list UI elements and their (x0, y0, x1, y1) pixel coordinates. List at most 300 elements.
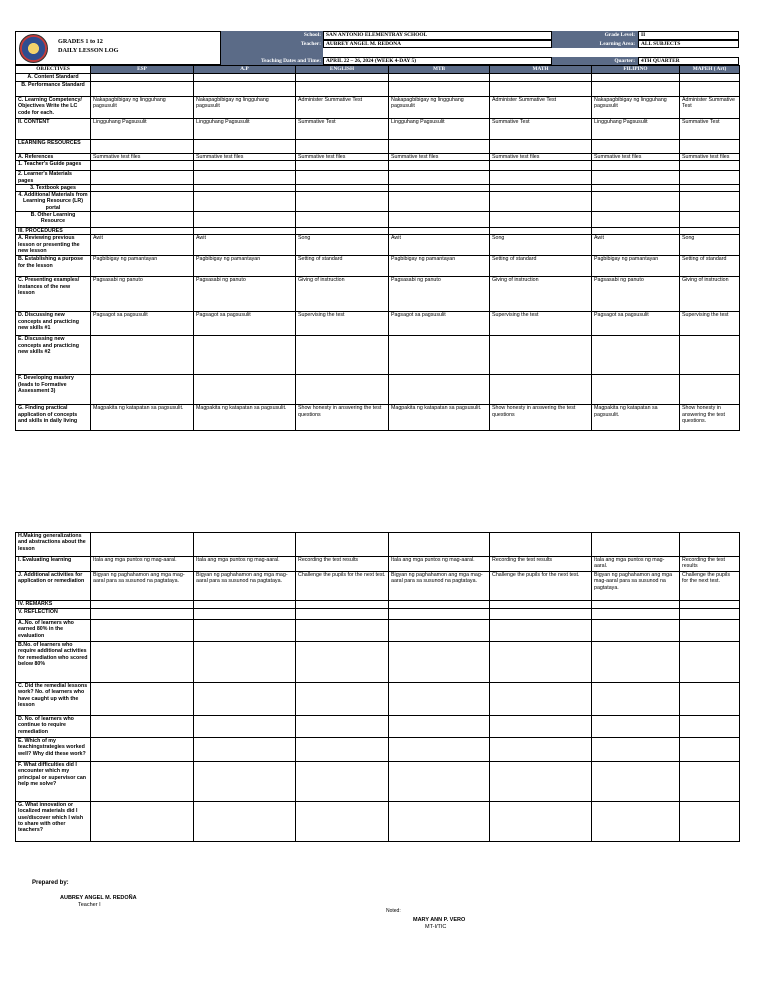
noted-by-title: MT-I/TIC (425, 924, 447, 930)
table-row (16, 336, 740, 375)
cell-ap (194, 533, 296, 557)
cell-filipino: Pagsasabi ng panuto (592, 277, 680, 312)
row-label: II. CONTENT (16, 119, 91, 140)
cell-filipino: Summative test files (592, 154, 680, 161)
school-value: SAN ANTONIO ELEMENTRAY SCHOOL (323, 31, 552, 40)
table-row (16, 375, 740, 405)
grade-level-label: Grade Level: (552, 31, 638, 40)
cell-english (296, 184, 389, 191)
cell-ap (194, 642, 296, 683)
row-label: A. Content Standard (16, 74, 91, 82)
cell-mtb (389, 683, 490, 716)
cell-english: Supervising the test (296, 312, 389, 336)
table-row (16, 119, 740, 140)
cell-esp (91, 375, 194, 405)
row-label: C. Did the remedial lessons work? No. of learners who have caught up with the lesson (16, 683, 91, 716)
cell-mtb (389, 601, 490, 609)
row-label: J. Additional activities for application or remediation (16, 572, 91, 601)
cell-esp (91, 762, 194, 802)
cell-esp (91, 140, 194, 154)
row-label: V. REFLECTION (16, 609, 91, 620)
cell-mtb (389, 620, 490, 642)
row-label: 1. Teacher's Guide pages (16, 161, 91, 171)
cell-esp (91, 192, 194, 212)
cell-english (296, 140, 389, 154)
col-mapeh: MAPEH ( Art) (680, 66, 740, 74)
row-label: G. Finding practical application of concepts and skills in daily living (16, 405, 91, 431)
cell-mtb: Pagsagot sa pagsusulit (389, 312, 490, 336)
row-label: B.No. of learners who require additional activities for remediation who scored below 80% (16, 642, 91, 683)
cell-filipino (592, 683, 680, 716)
noted-label: Noted: (386, 908, 401, 914)
prepared-by-label: Prepared by: (32, 880, 69, 886)
row-label: III. PROCEDURES (16, 228, 91, 235)
cell-english (296, 609, 389, 620)
table-row (16, 683, 740, 716)
cell-math: Setting of standard (490, 256, 592, 277)
cell-english (296, 601, 389, 609)
cell-ap: Itala ang mga puntos ng mag-aaral. (194, 557, 296, 572)
cell-english (296, 683, 389, 716)
cell-esp (91, 184, 194, 191)
cell-filipino (592, 716, 680, 738)
cell-ap (194, 192, 296, 212)
cell-english: Song (296, 235, 389, 256)
cell-ap (194, 683, 296, 716)
cell-math (490, 683, 592, 716)
table-row (16, 235, 740, 256)
cell-math (490, 620, 592, 642)
cell-filipino (592, 184, 680, 191)
cell-filipino (592, 228, 680, 235)
cell-ap (194, 336, 296, 375)
table-row (16, 716, 740, 738)
row-label: 4. Additional Materials from Learning Resource (LR) portal (16, 192, 91, 212)
cell-mapeh (680, 336, 740, 375)
cell-mtb (389, 212, 490, 228)
cell-english (296, 375, 389, 405)
cell-mapeh (680, 171, 740, 185)
cell-mtb: Itala ang mga puntos ng mag-aaral. (389, 557, 490, 572)
cell-math: Summative test files (490, 154, 592, 161)
cell-ap (194, 140, 296, 154)
cell-mapeh: Administer Summative Test (680, 97, 740, 119)
cell-mtb (389, 161, 490, 171)
cell-mtb: Magpakita ng katapatan sa pagsusulit. (389, 405, 490, 431)
cell-math: Supervising the test (490, 312, 592, 336)
cell-mapeh (680, 642, 740, 683)
row-label: G. What innovation or localized materials did I use/discover which I wish to share with other teachers? (16, 802, 91, 842)
cell-filipino: Pagbibigay ng pamantayan (592, 256, 680, 277)
table-row (16, 74, 740, 82)
cell-esp (91, 738, 194, 762)
cell-english: Show honesty in answering the test questions (296, 405, 389, 431)
header-info (221, 31, 739, 65)
cell-esp (91, 161, 194, 171)
cell-english: Administer Summative Test (296, 97, 389, 119)
cell-math (490, 642, 592, 683)
cell-english (296, 336, 389, 375)
cell-mtb: Pagsasabi ng panuto (389, 277, 490, 312)
table-row (16, 533, 740, 557)
prepared-by-name: AUBREY ANGEL M. REDOÑA (60, 895, 137, 901)
cell-mapeh: Song (680, 235, 740, 256)
cell-english (296, 802, 389, 842)
cell-mtb (389, 336, 490, 375)
cell-mapeh (680, 802, 740, 842)
cell-math (490, 336, 592, 375)
cell-math (490, 533, 592, 557)
table-row (16, 228, 740, 235)
row-label: 2. Learner's Materials pages (16, 171, 91, 185)
cell-filipino (592, 161, 680, 171)
cell-english (296, 228, 389, 235)
cell-filipino (592, 82, 680, 97)
cell-ap (194, 601, 296, 609)
cell-mtb (389, 192, 490, 212)
cell-mapeh: Recording the test results (680, 557, 740, 572)
title-line-2: DAILY LESSON LOG (58, 46, 119, 54)
cell-english: Summative Test (296, 119, 389, 140)
cell-english (296, 171, 389, 185)
table-row (16, 572, 740, 601)
dates-value: APRIL 22 – 26, 2024 (WEEK 4-DAY 5) (323, 57, 552, 66)
cell-esp (91, 533, 194, 557)
cell-esp: Nakapagbibigay ng lingguhang pagsusulit (91, 97, 194, 119)
cell-mtb (389, 184, 490, 191)
cell-esp: Magpakita ng katapatan sa pagsusulit. (91, 405, 194, 431)
cell-filipino: Pagsagot sa pagsusulit (592, 312, 680, 336)
row-label: IV. REMARKS (16, 601, 91, 609)
cell-english (296, 161, 389, 171)
cell-mapeh (680, 375, 740, 405)
table-row (16, 620, 740, 642)
cell-english (296, 620, 389, 642)
deped-seal-icon (19, 34, 48, 63)
cell-mtb (389, 802, 490, 842)
header-title-box (15, 31, 221, 65)
cell-esp (91, 609, 194, 620)
cell-esp: Lingguhang Pagsusulit (91, 119, 194, 140)
cell-mapeh: Summative Test (680, 119, 740, 140)
cell-mtb (389, 74, 490, 82)
cell-esp (91, 601, 194, 609)
cell-ap: Nakapagbibigay ng lingguhang pagsusulit (194, 97, 296, 119)
learning-area-label: Learning Area: (552, 40, 638, 49)
cell-math (490, 375, 592, 405)
cell-filipino (592, 336, 680, 375)
cell-math (490, 192, 592, 212)
cell-esp: Pagsagot sa pagsusulit (91, 312, 194, 336)
cell-esp: Summative test files (91, 154, 194, 161)
cell-math (490, 762, 592, 802)
cell-filipino (592, 802, 680, 842)
cell-mapeh (680, 74, 740, 82)
cell-math: Giving of instruction (490, 277, 592, 312)
cell-mapeh (680, 716, 740, 738)
cell-filipino: Itala ang mga puntos ng mag-aaral. (592, 557, 680, 572)
cell-mtb: Nakapagbibigay ng lingguhang pagsusulit (389, 97, 490, 119)
table-row (16, 557, 740, 572)
cell-math: Show honesty in answering the test questions (490, 405, 592, 431)
cell-filipino (592, 192, 680, 212)
teacher-value: AUBREY ANGEL M. REDONA (323, 40, 552, 49)
row-label: B. Performance Standard (16, 82, 91, 97)
cell-ap (194, 212, 296, 228)
cell-ap: Bigyan ng paghahamon ang mga mag-aaral para sa susunod na pagtataya. (194, 572, 296, 601)
cell-mapeh: Challenge the pupils for the next test. (680, 572, 740, 601)
table-row (16, 192, 740, 212)
cell-filipino: Awit (592, 235, 680, 256)
lesson-log-header (15, 31, 739, 65)
row-label: B. Establishing a purpose for the lesson (16, 256, 91, 277)
cell-filipino (592, 642, 680, 683)
cell-mapeh (680, 738, 740, 762)
cell-ap (194, 161, 296, 171)
cell-esp (91, 228, 194, 235)
cell-math (490, 184, 592, 191)
table-row (16, 184, 740, 191)
cell-mapeh (680, 762, 740, 802)
cell-filipino (592, 171, 680, 185)
cell-esp (91, 82, 194, 97)
cell-math (490, 140, 592, 154)
cell-english (296, 738, 389, 762)
cell-mapeh: Giving of instruction (680, 277, 740, 312)
cell-esp: Awit (91, 235, 194, 256)
cell-mapeh: Setting of standard (680, 256, 740, 277)
cell-english (296, 192, 389, 212)
title-line-1: GRADES 1 to 12 (58, 38, 103, 45)
table-row (16, 277, 740, 312)
cell-esp (91, 212, 194, 228)
cell-english: Setting of standard (296, 256, 389, 277)
row-label: E. Discussing new concepts and practicing new skills #2 (16, 336, 91, 375)
row-label: A..No. of learners who earned 80% in the evaluation (16, 620, 91, 642)
school-label: School: (221, 31, 323, 40)
cell-mapeh (680, 82, 740, 97)
cell-mapeh (680, 161, 740, 171)
row-label: H.Making generalizations and abstractions about the lesson (16, 533, 91, 557)
cell-ap (194, 716, 296, 738)
table-row (16, 601, 740, 609)
row-label: E. Which of my teachingstrategies worked well? Why did these work? (16, 738, 91, 762)
cell-mtb (389, 738, 490, 762)
cell-mapeh: Show honesty in answering the test questions. (680, 405, 740, 431)
grade-level-value: II (638, 31, 739, 40)
cell-filipino (592, 140, 680, 154)
cell-ap: Lingguhang Pagsusulit (194, 119, 296, 140)
cell-mapeh: Supervising the test (680, 312, 740, 336)
col-ap: A.P (194, 66, 296, 74)
cell-mtb (389, 171, 490, 185)
cell-math: Recording the test results (490, 557, 592, 572)
cell-esp (91, 642, 194, 683)
quarter-value: 4TH QUARTER (638, 57, 739, 66)
cell-filipino (592, 601, 680, 609)
cell-filipino: Lingguhang Pagsusulit (592, 119, 680, 140)
cell-esp (91, 802, 194, 842)
col-english: ENGLISH (296, 66, 389, 74)
cell-math (490, 228, 592, 235)
table-row (16, 256, 740, 277)
cell-ap (194, 620, 296, 642)
table-row (16, 609, 740, 620)
prepared-by-title: Teacher I (78, 902, 101, 908)
cell-filipino: Nakapagbibigay ng lingguhang pagsusulit (592, 97, 680, 119)
cell-filipino (592, 212, 680, 228)
cell-mtb (389, 82, 490, 97)
cell-english (296, 212, 389, 228)
cell-english (296, 642, 389, 683)
cell-mapeh (680, 140, 740, 154)
row-label: C. Learning Competency/ Objectives Write the LC code for each. (16, 97, 91, 119)
cell-math (490, 609, 592, 620)
cell-math (490, 171, 592, 185)
cell-filipino (592, 609, 680, 620)
cell-english (296, 533, 389, 557)
row-label: F. What difficulties did I encounter which my principal or supervisor can help me solve? (16, 762, 91, 802)
cell-filipino (592, 738, 680, 762)
cell-esp: Bigyan ng paghahamon ang mga mag-aaral para sa susunod na pagtataya. (91, 572, 194, 601)
table-row (16, 642, 740, 683)
cell-mtb: Summative test files (389, 154, 490, 161)
cell-mtb: Bigyan ng paghahamon ang mga mag-aaral para sa susunod na pagtataya. (389, 572, 490, 601)
table-row (16, 171, 740, 185)
cell-math: Song (490, 235, 592, 256)
cell-english: Giving of instruction (296, 277, 389, 312)
col-esp: ESP (91, 66, 194, 74)
row-label: A. References (16, 154, 91, 161)
cell-mtb (389, 762, 490, 802)
cell-filipino (592, 762, 680, 802)
col-objectives: OBJECTIVES (16, 66, 91, 74)
table-row (16, 312, 740, 336)
cell-math: Summative Test (490, 119, 592, 140)
table-row (16, 140, 740, 154)
learning-area-value: ALL SUBJECTS (638, 40, 739, 49)
cell-math (490, 601, 592, 609)
cell-english (296, 74, 389, 82)
cell-math (490, 74, 592, 82)
cell-mtb (389, 228, 490, 235)
cell-ap: Magpakita ng katapatan sa pagsusulit. (194, 405, 296, 431)
cell-filipino: Magpakita ng katapatan sa pagsusulit. (592, 405, 680, 431)
cell-mapeh (680, 601, 740, 609)
table-row (16, 738, 740, 762)
cell-math (490, 161, 592, 171)
cell-mapeh (680, 683, 740, 716)
table-row (16, 97, 740, 119)
row-label: I. Evaluating learning (16, 557, 91, 572)
table-row (16, 762, 740, 802)
lesson-log-table-page-2 (15, 532, 740, 842)
cell-esp (91, 74, 194, 82)
cell-math: Administer Summative Test (490, 97, 592, 119)
table-row (16, 212, 740, 228)
table-row (16, 161, 740, 171)
cell-filipino (592, 620, 680, 642)
col-math: MATH (490, 66, 592, 74)
cell-english: Summative test files (296, 154, 389, 161)
cell-mtb (389, 642, 490, 683)
cell-filipino: Bigyan ng paghahamon ang mga mag-aaral para sa susunod na pagtataya. (592, 572, 680, 601)
cell-mtb (389, 533, 490, 557)
cell-mtb: Pagbibigay ng pamantayan (389, 256, 490, 277)
cell-mapeh (680, 228, 740, 235)
cell-english (296, 82, 389, 97)
teacher-label: Teacher: (221, 40, 323, 49)
cell-ap: Pagsagot sa pagsusulit (194, 312, 296, 336)
table-row (16, 802, 740, 842)
col-mtb: MTB (389, 66, 490, 74)
row-label: LEARNING RESOURCES (16, 140, 91, 154)
cell-filipino (592, 375, 680, 405)
column-header-row (16, 66, 740, 74)
row-label: A. Reviewing previous lesson or presenting the new lesson (16, 235, 91, 256)
cell-mtb (389, 609, 490, 620)
cell-filipino (592, 74, 680, 82)
cell-math (490, 212, 592, 228)
cell-math (490, 716, 592, 738)
cell-math (490, 802, 592, 842)
cell-math (490, 738, 592, 762)
cell-mapeh (680, 620, 740, 642)
cell-esp: Pagsasabi ng panuto (91, 277, 194, 312)
cell-mapeh (680, 609, 740, 620)
cell-ap: Awit (194, 235, 296, 256)
cell-english: Challenge the pupils for the next test. (296, 572, 389, 601)
cell-esp: Pagbibigay ng pamantayan (91, 256, 194, 277)
cell-esp (91, 171, 194, 185)
cell-mtb (389, 716, 490, 738)
cell-mtb (389, 375, 490, 405)
cell-ap (194, 762, 296, 802)
quarter-label: Quarter: (552, 57, 638, 66)
cell-math: Challenge the pupils for the next test. (490, 572, 592, 601)
header-title (58, 38, 118, 55)
table-row (16, 82, 740, 97)
cell-english (296, 762, 389, 802)
cell-english (296, 716, 389, 738)
cell-ap (194, 171, 296, 185)
cell-ap (194, 74, 296, 82)
cell-esp (91, 336, 194, 375)
noted-by-name: MARY ANN P. VERO (413, 917, 466, 923)
cell-math (490, 82, 592, 97)
cell-ap (194, 184, 296, 191)
cell-ap (194, 609, 296, 620)
dates-label: Teaching Dates and Time: (221, 57, 323, 66)
row-label: C. Presenting examples/ instances of the new lesson (16, 277, 91, 312)
row-label: B. Other Learning Resource (16, 212, 91, 228)
cell-esp: Itala ang mga puntos ng mag-aaral. (91, 557, 194, 572)
col-filipino: FILIPINO (592, 66, 680, 74)
cell-esp (91, 620, 194, 642)
cell-mtb (389, 140, 490, 154)
row-label: D. No. of learners who continue to require remediation (16, 716, 91, 738)
cell-ap (194, 375, 296, 405)
cell-ap: Summative test files (194, 154, 296, 161)
table-row (16, 405, 740, 431)
row-label: F. Developing mastery (leads to Formative Assessment 3) (16, 375, 91, 405)
cell-esp (91, 683, 194, 716)
cell-filipino (592, 533, 680, 557)
cell-ap: Pagbibigay ng pamantayan (194, 256, 296, 277)
row-label: 3. Textbook pages (16, 184, 91, 191)
cell-ap (194, 82, 296, 97)
cell-ap (194, 738, 296, 762)
